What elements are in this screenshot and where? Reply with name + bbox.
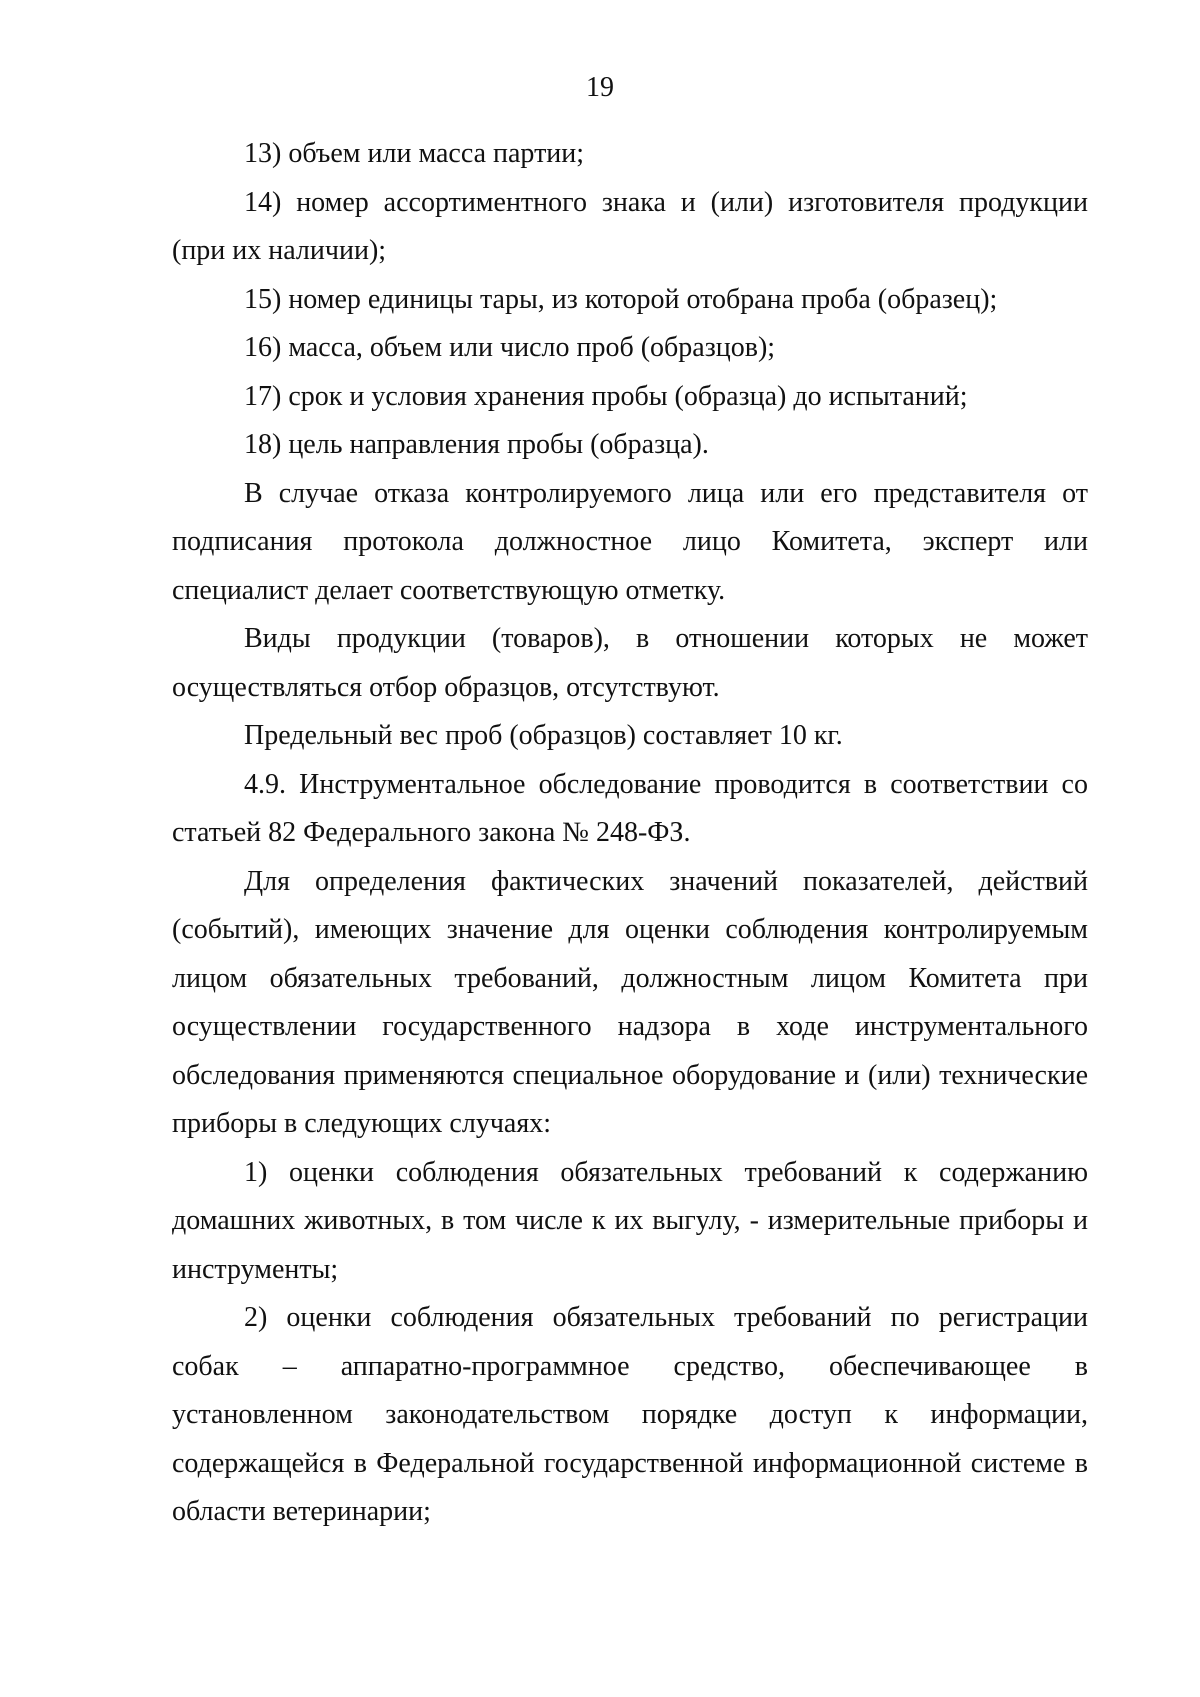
list-item-16: 16) масса, объем или число проб (образцов); [244,332,776,363]
list-item-13: 13) объем или масса партии; [244,138,585,169]
sample-weight-paragraph: Предельный вес проб (образцов) составляет 10 кг. [244,720,843,751]
instrumental-inspection-paragraph: Для определения фактических значений показателей, действий (событий), имеющих значение для оценки соблюдения контролируемым лицом обязательных требований, должностным лицом Комитета при осуществлении государственного надзора в ходе инструментального обследования применяются специальное оборудование и (или) технические приборы в следующих случаях: [172,865,1088,1139]
page-number: 19 [586,72,614,103]
case-item-2: 2) оценки соблюдения обязательных требований по регистрации собак – аппаратно-программное средство, обеспечивающее в установленном законодательством порядке доступ к информации, содержащейся в Федеральной государственной информационной системе в области ветеринарии; [172,1302,1088,1527]
product-types-paragraph: Виды продукции (товаров), в отношении которых не может осуществляться отбор образцов, отсутствуют. [172,623,1088,703]
list-item-14: 14) номер ассортиментного знака и (или) изготовителя продукции (при их наличии); [172,186,1088,266]
refusal-paragraph: В случае отказа контролируемого лица или его представителя от подписания протокола должностное лицо Комитета, эксперт или специалист делает соответствующую отметку. [172,477,1088,606]
case-item-1: 1) оценки соблюдения обязательных требований к содержанию домашних животных, в том числе к их выгулу, - измерительные приборы и инструменты; [172,1156,1088,1285]
document-body [172,130,1088,1537]
list-item-18: 18) цель направления пробы (образца). [244,429,709,460]
list-item-17: 17) срок и условия хранения пробы (образца) до испытаний; [244,380,968,412]
section-4-9-paragraph: 4.9. Инструментальное обследование проводится в соответствии со статьей 82 Федерального закона № 248-ФЗ. [172,768,1088,848]
list-item-15: 15) номер единицы тары, из которой отобрана проба (образец); [244,283,998,315]
